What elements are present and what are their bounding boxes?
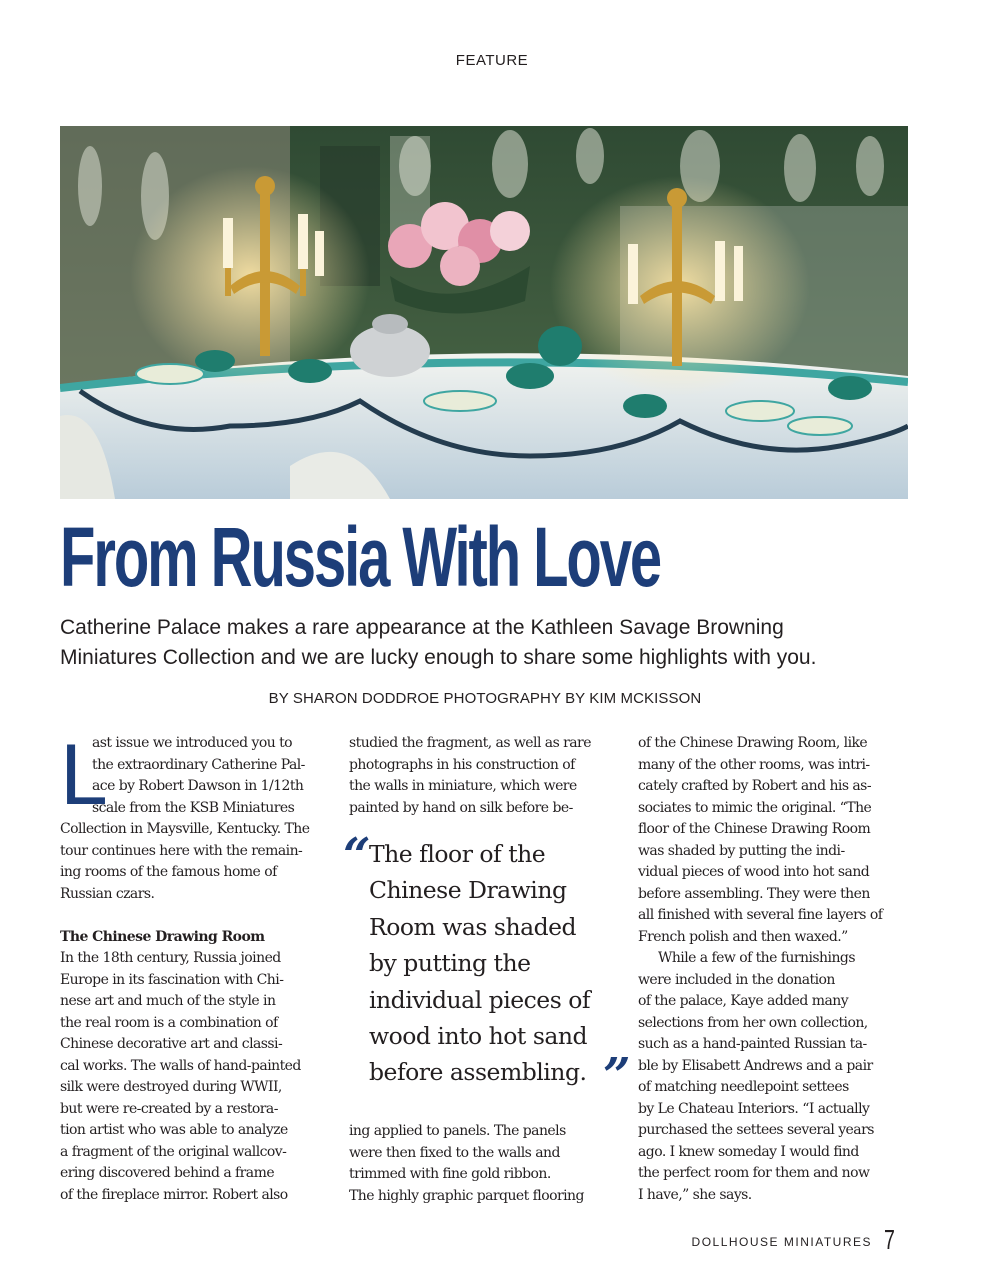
footer-publication: DOLLHOUSE MINIATURES [691,1235,872,1249]
headline: From Russia With Love [60,510,661,604]
deck-line: Catherine Palace makes a rare appearance at the Kathleen Savage Browning [60,616,784,639]
page-number: 7 [884,1224,895,1255]
column-1 [60,727,338,1206]
body-paragraph: In the 18th century, Russia joined Europe in its fascination with Chi- nese art and much of the style in the real room is a combination of Chinese decorative art and classi- cal works. The walls of hand-painted silk were destroyed during WWII, but were re-created by a restora- tion artist who was able to analyze a fragment of the original wallcov- ering discovered behind a frame of the fireplace mirror. Robert also [60,950,301,1203]
close-quote-mark: ” [603,1048,631,1104]
hero-photo [60,126,908,499]
pull-quote: “ The floor of the Chinese Drawing Room was shaded by putting the individual pieces of wood into hot sand before assembling. ” [343,828,631,1104]
column-3-paragraph-1: of the Chinese Drawing Room, like many of the other rooms, was intri- cately crafted by Robert and his as- sociates to mimic the original. “The floor of the Chinese Drawing Room was shaded by putting the indi- vidual pieces of wood into hot sand before assembling. They were then all finished with several fine layers of French polish and then waxed.” [638,735,883,945]
open-quote-mark: “ [343,828,371,884]
intro-paragraph: ast issue we introduced you to the extraordinary Catherine Pal- ace by Robert Dawson in 1/12th scale from the KSB Miniatures Collection in Maysville, Kentucky. The tour continues here with the remain- ing rooms of the famous home of Russian czars. [60,735,310,902]
section-label: FEATURE [455,52,529,69]
column-2-top: studied the fragment, as well as rare photographs in his construction of the walls in miniature, which were painted by hand on silk before be- [349,735,591,816]
subhead-chinese-drawing-room: The Chinese Drawing Room [60,928,265,945]
deck-line: Miniatures Collection and we are lucky enough to share some highlights with you. [60,646,817,669]
column-2-bottom: ing applied to panels. The panels were then fixed to the walls and trimmed with fine gold ribbon. The highly graphic parquet flooring [349,1123,584,1204]
column-3 [638,733,916,1206]
byline: BY SHARON DODDROE PHOTOGRAPHY BY KIM MCKISSON [268,690,702,707]
column-3-paragraph-2: While a few of the furnishings were included in the donation of the palace, Kaye added many selections from her own collection, such as a hand-painted Russian ta- ble by Elisabett Andrews and a pair of matching needlepoint settees by Le Chateau Interiors. “I actually purchased the settees several years ago. I knew someday I would find the perfect room for them and now I have,” she says. [638,950,874,1203]
deck [60,613,930,673]
drop-cap: L [60,727,108,823]
